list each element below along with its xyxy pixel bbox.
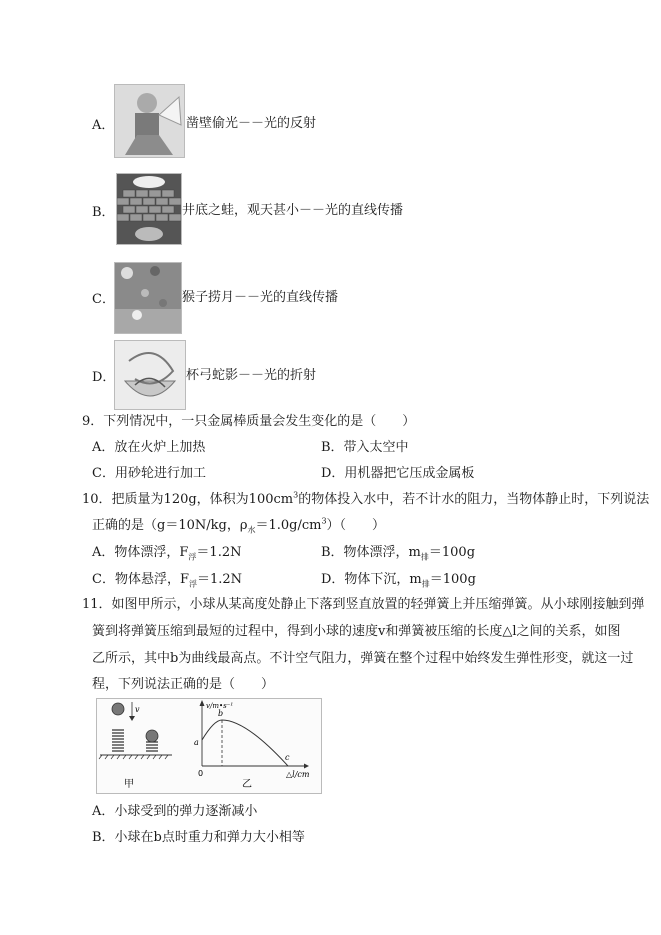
option-a-text: 凿壁偷光－－光的反射 bbox=[186, 116, 317, 131]
q10-option-a: A．物体漂浮，$F_浮=1.2N$ bbox=[92, 545, 242, 562]
q9-stem: 9．下列情况中，一只金属棒质量会发生变化的是（ ） bbox=[82, 414, 416, 429]
q11-line4: 程，下列说法正确的是（ ） bbox=[92, 677, 275, 692]
q10-option-d: D．物体下沉，$m_排=100g$ bbox=[321, 572, 476, 589]
q10-option-b: B．物体漂浮，$m_排=100g$ bbox=[321, 545, 476, 562]
option-b-image bbox=[116, 173, 182, 245]
q10-stem-line1: 10．把质量为120g，体积为$100cm^3$的物体投入水中，若不计水的阻力，当物体静止时，下列说法 bbox=[82, 490, 650, 507]
q10-option-c: C．物体悬浮，$F_浮=1.2N$ bbox=[92, 572, 243, 589]
option-d-image bbox=[114, 340, 186, 410]
v-label: v bbox=[135, 705, 140, 714]
point-b: b bbox=[218, 709, 224, 718]
point-a: a bbox=[194, 738, 199, 747]
option-c-text: 猴子捞月－－光的直线传播 bbox=[182, 290, 339, 305]
monkey-moon-icon bbox=[115, 263, 181, 333]
origin-label: 0 bbox=[198, 769, 204, 778]
option-a-image bbox=[114, 84, 185, 158]
option-a-letter: A． bbox=[92, 118, 115, 133]
option-d-text: 杯弓蛇影－－光的折射 bbox=[186, 368, 317, 383]
q11-figure bbox=[96, 698, 322, 794]
option-d-letter: D． bbox=[92, 370, 116, 385]
point-c: c bbox=[285, 753, 290, 762]
boy-reading-icon bbox=[115, 85, 184, 157]
well-frog-icon bbox=[117, 174, 181, 244]
q11-line2: 簧到将弹簧压缩到最短的过程中，得到小球的速度v和弹簧被压缩的长度△l之间的关系，如图 bbox=[92, 624, 621, 639]
q9-option-b: B．带入太空中 bbox=[321, 440, 409, 455]
label-yi: 乙 bbox=[242, 779, 252, 790]
cup-snake-icon bbox=[115, 341, 185, 409]
q11-line1: 11．如图甲所示，小球从某高度处静止下落到竖直放置的轻弹簧上并压缩弹簧。从小球刚接触到弹 bbox=[82, 597, 645, 612]
q11-option-a: A．小球受到的弹力逐渐减小 bbox=[92, 804, 258, 819]
q9-option-d: D．用机器把它压成金属板 bbox=[321, 466, 475, 481]
option-c-image bbox=[114, 262, 182, 334]
q9-option-a: A．放在火炉上加热 bbox=[92, 440, 206, 455]
option-b-text: 井底之蛙，观天甚小－－光的直线传播 bbox=[182, 203, 404, 218]
option-b-letter: B． bbox=[92, 205, 115, 220]
label-jia: 甲 bbox=[124, 779, 134, 790]
option-c-letter: C． bbox=[92, 292, 115, 307]
q9-option-c: C．用砂轮进行加工 bbox=[92, 466, 206, 481]
q11-option-b: B．小球在b点时重力和弹力大小相等 bbox=[92, 830, 305, 845]
y-axis-label: v/m•s⁻¹ bbox=[206, 702, 234, 710]
q11-line3: 乙所示，其中b为曲线最高点。不计空气阻力，弹簧在整个过程中始终发生弹性形变，就这一过 bbox=[92, 651, 634, 666]
x-axis-label: △l/cm bbox=[286, 770, 310, 779]
q10-stem-line2: 正确的是（g＝10N/kg，$\rho_水=1.0g/cm^3$）（ ） bbox=[92, 516, 386, 535]
